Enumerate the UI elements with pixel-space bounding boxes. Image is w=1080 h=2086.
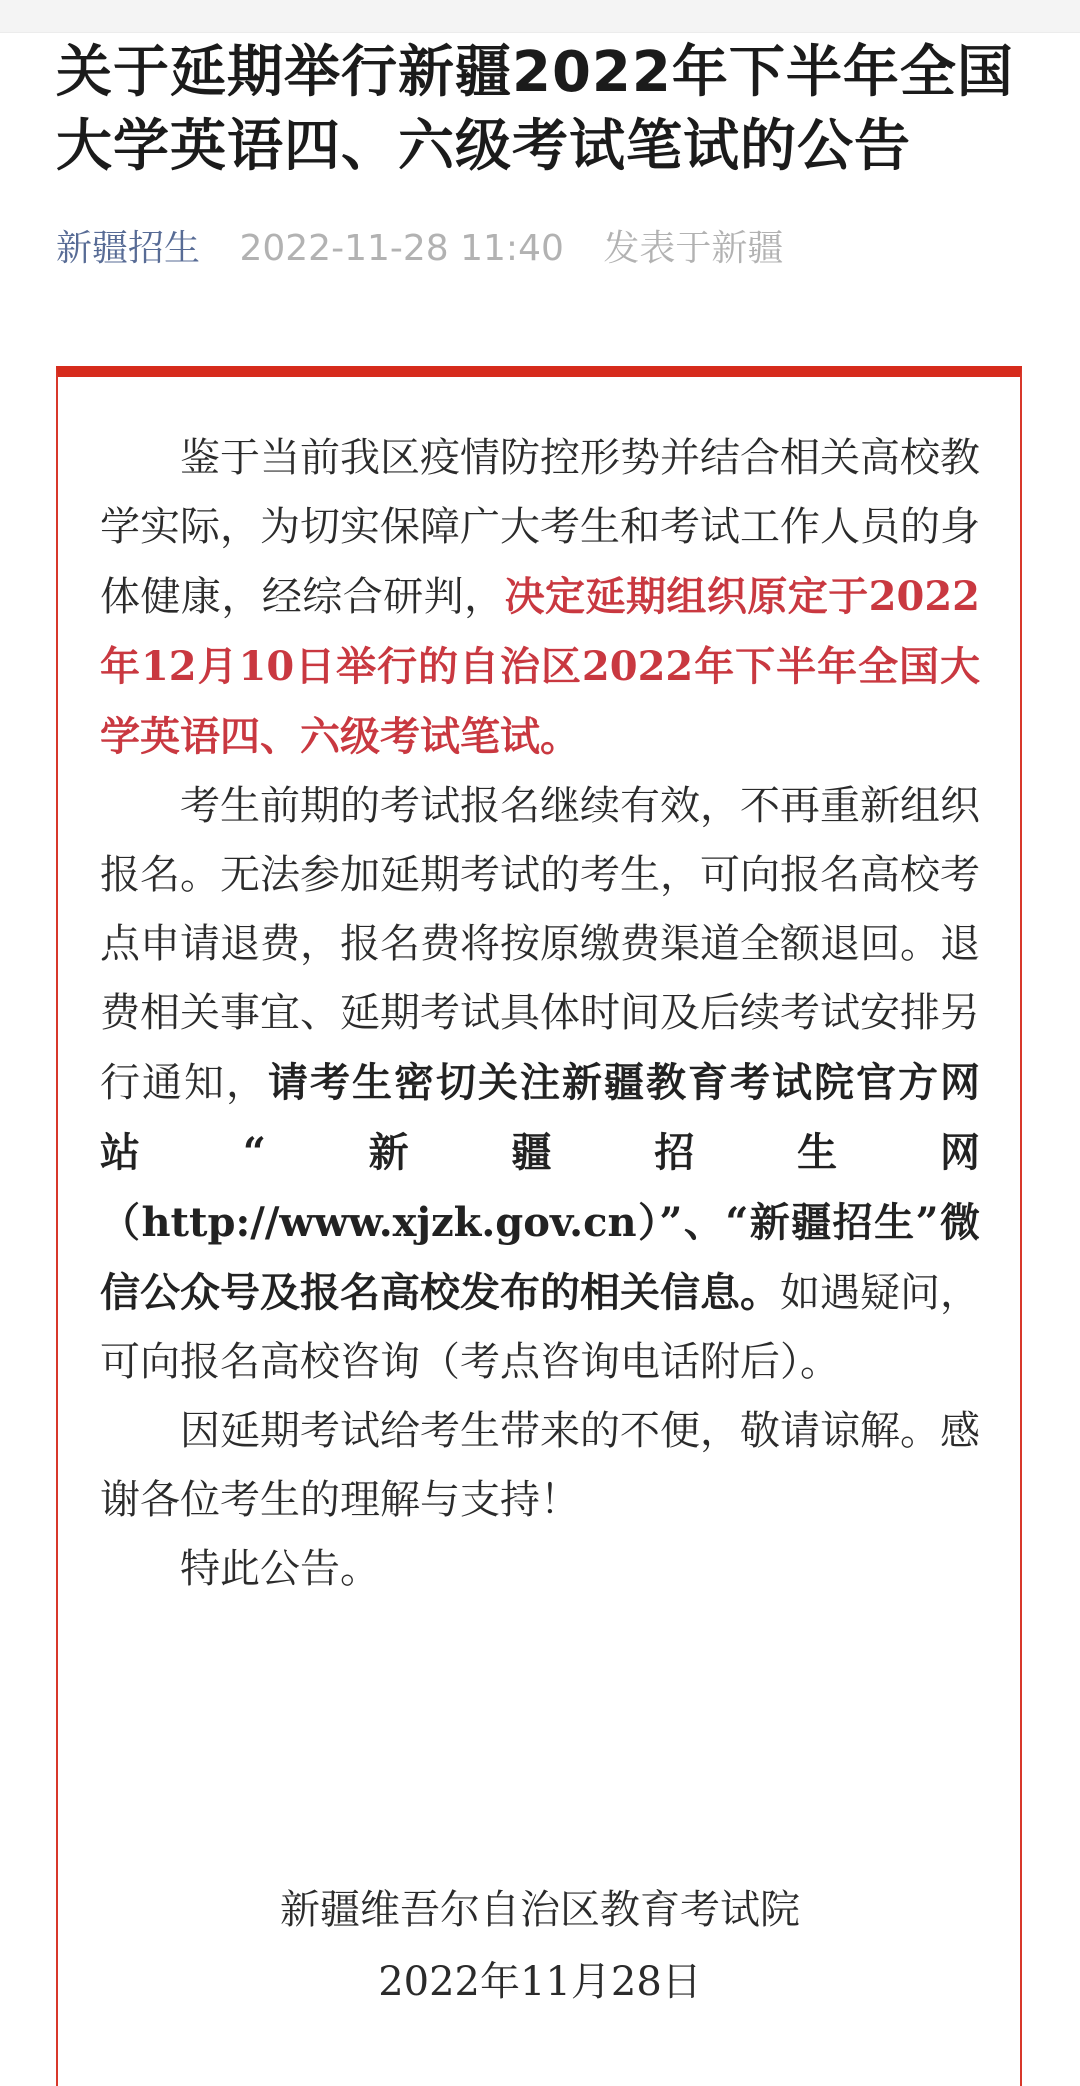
p2-text-end: 如遇疑问，可向报名高校咨询（考点咨询电话附后）。 — [100, 1270, 980, 1385]
notice-paragraph-2 — [100, 772, 980, 1397]
p2-bold-text: 请考生密切关注新疆教育考试院官方网站“新疆招生网（http://www.xjzk.gov.cn）”、“新疆招生”微信公众号及报名高校发布的相关信息。 — [100, 1059, 980, 1316]
p2-text-start: 考生前期的考试报名继续有效，不再重新组织报名。无法参加延期考试的考生，可向报名高校考点申请退费，报名费将按原缴费渠道全额退回。退费相关事宜、延期考试具体时间及后续考试安排另行通知， — [100, 783, 980, 1106]
notice-signature — [100, 1874, 980, 2018]
top-status-strip — [0, 0, 1080, 33]
publish-time: 2022-11-28 11:40 — [239, 228, 564, 269]
signature-org: 新疆维吾尔自治区教育考试院 — [280, 1887, 800, 1933]
notice-paragraph-4: 特此公告。 — [180, 1546, 380, 1592]
article-meta — [56, 224, 783, 274]
publish-location: 发表于新疆 — [603, 228, 784, 269]
notice-body — [100, 424, 980, 1604]
p1-highlight-text: 决定延期组织原定于2022年12月10日举行的自治区2022年下半年全国大学英语四、六级考试笔试。 — [100, 573, 981, 760]
signature-date: 2022年11月28日 — [378, 1959, 702, 2005]
notice-paragraph-3: 因延期考试给考生带来的不便，敬请谅解。感谢各位考生的理解与支持！ — [100, 1408, 980, 1523]
notice-paragraph-1 — [100, 424, 980, 772]
account-name-link[interactable]: 新疆招生 — [56, 228, 201, 269]
p1-text: 鉴于当前我区疫情防控形势并结合相关高校教学实际，为切实保障广大考生和考试工作人员的身体健康，经综合研判， — [100, 435, 980, 620]
article-title: 关于延期举行新疆2022年下半年全国大学英语四、六级考试笔试的公告 — [56, 40, 1014, 179]
